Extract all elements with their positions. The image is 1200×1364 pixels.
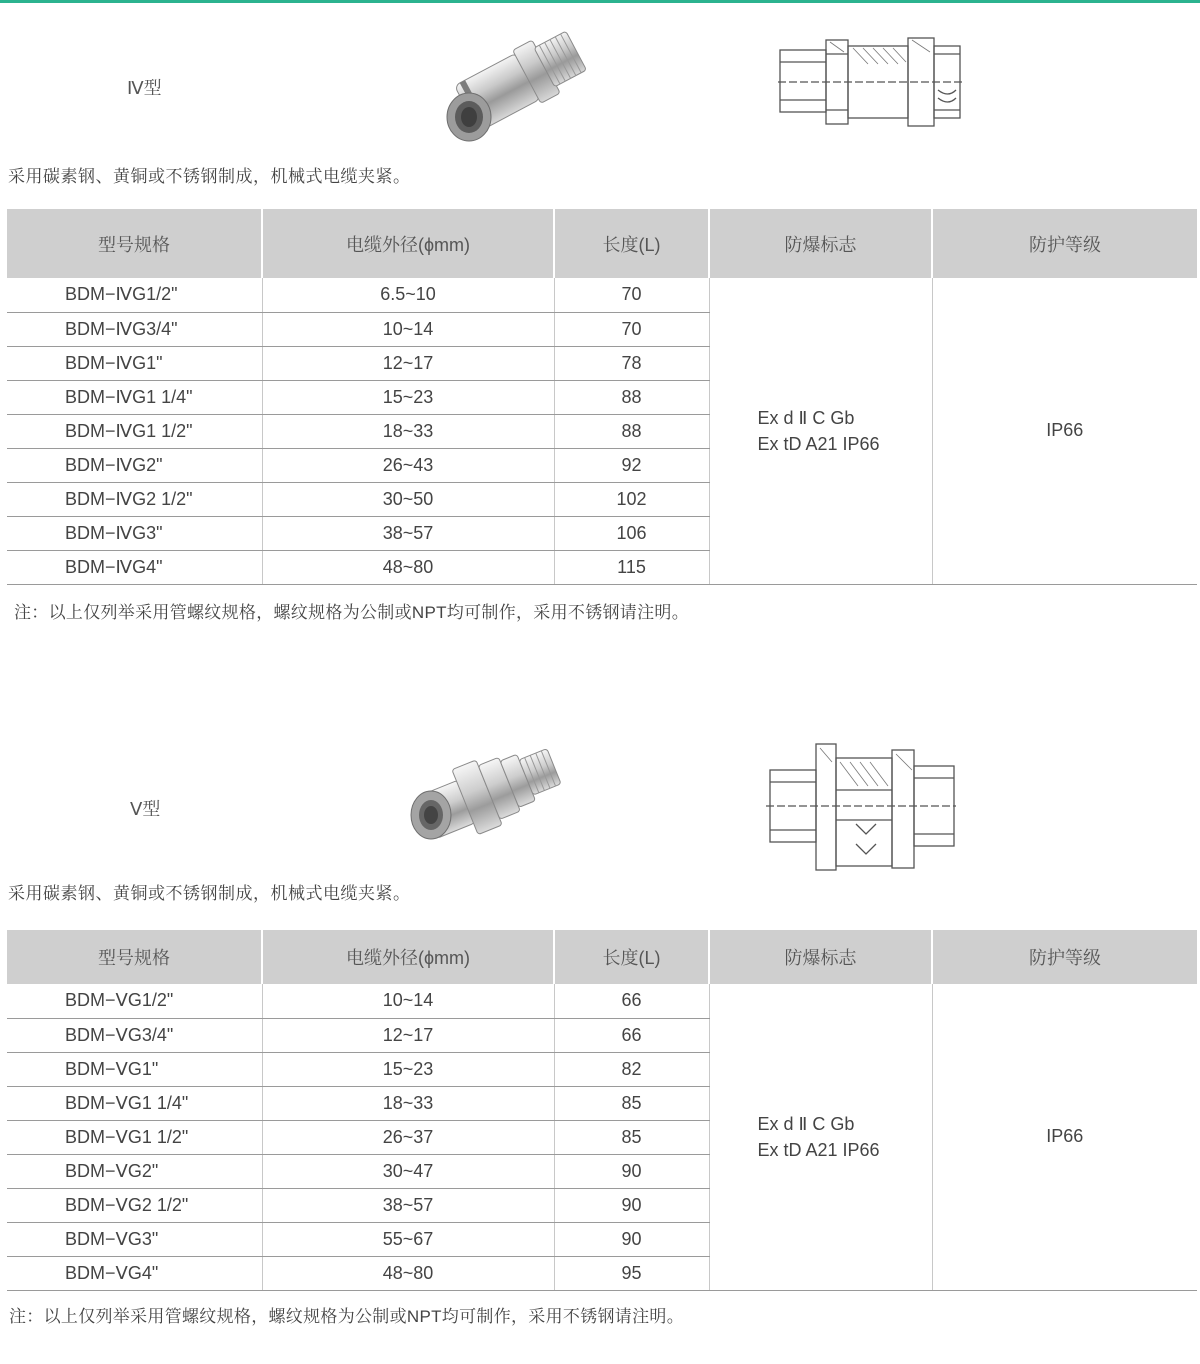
cell-length: 88	[554, 380, 709, 414]
cell-model: BDM−ⅣG2 1/2"	[7, 482, 262, 516]
table-row	[7, 984, 1197, 1018]
cell-cable-od: 38~57	[262, 516, 554, 550]
header-length: 长度(L)	[554, 930, 709, 984]
ex-marking-line-2: Ex tD A21 IP66	[757, 433, 880, 454]
cell-length: 85	[554, 1086, 709, 1120]
header-ip-rating: 防护等级	[932, 209, 1197, 278]
cell-cable-od: 55~67	[262, 1222, 554, 1256]
cell-length: 88	[554, 414, 709, 448]
table-header-row	[7, 930, 1197, 984]
cell-model: BDM−ⅣG4"	[7, 550, 262, 584]
cell-model: BDM−ⅣG3/4"	[7, 312, 262, 346]
cell-cable-od: 18~33	[262, 414, 554, 448]
cell-model: BDM−ⅣG1"	[7, 346, 262, 380]
cell-cable-od: 12~17	[262, 1018, 554, 1052]
note: 注：以上仅列举采用管螺纹规格，螺纹规格为公制或NPT均可制作，采用不锈钢请注明。	[9, 1307, 684, 1326]
cell-model: BDM−ⅤG1 1/4"	[7, 1086, 262, 1120]
cell-model: BDM−ⅤG2"	[7, 1154, 262, 1188]
cell-cable-od: 18~33	[262, 1086, 554, 1120]
table-header-row	[7, 209, 1197, 278]
cell-length: 70	[554, 312, 709, 346]
header-cable-od: 电缆外径(ϕmm)	[262, 930, 554, 984]
product-photo-v	[405, 735, 565, 850]
cell-cable-od: 48~80	[262, 1256, 554, 1290]
top-accent-rule	[0, 0, 1200, 3]
cell-model: BDM−ⅣG1 1/4"	[7, 380, 262, 414]
cell-cable-od: 12~17	[262, 346, 554, 380]
cell-length: 78	[554, 346, 709, 380]
cell-cable-od: 30~47	[262, 1154, 554, 1188]
product-photo-iv	[440, 22, 595, 142]
cell-cable-od: 26~37	[262, 1120, 554, 1154]
header-ex-marking: 防爆标志	[709, 930, 932, 984]
ex-marking-line-1: Ex d Ⅱ C Gb	[757, 1113, 855, 1134]
spec-table-iv	[7, 209, 1197, 585]
cell-cable-od: 38~57	[262, 1188, 554, 1222]
cell-model: BDM−ⅤG4"	[7, 1256, 262, 1290]
cell-cable-od: 15~23	[262, 1052, 554, 1086]
cell-length: 90	[554, 1222, 709, 1256]
ex-marking-line-1: Ex d Ⅱ C Gb	[757, 407, 855, 428]
cell-length: 92	[554, 448, 709, 482]
header-ex-marking: 防爆标志	[709, 209, 932, 278]
cell-length: 115	[554, 550, 709, 584]
cell-model: BDM−ⅣG1 1/2"	[7, 414, 262, 448]
header-length: 长度(L)	[554, 209, 709, 278]
cell-ip-rating: IP66	[932, 278, 1197, 584]
cell-model: BDM−ⅤG3"	[7, 1222, 262, 1256]
cell-length: 82	[554, 1052, 709, 1086]
cell-cable-od: 10~14	[262, 984, 554, 1018]
cell-length: 90	[554, 1188, 709, 1222]
cell-cable-od: 30~50	[262, 482, 554, 516]
technical-drawing-v	[766, 740, 958, 875]
spec-table-v	[7, 930, 1197, 1291]
cell-length: 66	[554, 984, 709, 1018]
cell-model: BDM−ⅤG1/2"	[7, 984, 262, 1018]
technical-drawing-iv	[778, 32, 963, 132]
cell-length: 66	[554, 1018, 709, 1052]
cell-ex-marking	[709, 278, 932, 584]
description: 采用碳素钢、黄铜或不锈钢制成，机械式电缆夹紧。	[8, 167, 411, 186]
description: 采用碳素钢、黄铜或不锈钢制成，机械式电缆夹紧。	[8, 884, 411, 903]
ex-marking-line-2: Ex tD A21 IP66	[757, 1139, 880, 1160]
table-row	[7, 278, 1197, 312]
cell-length: 85	[554, 1120, 709, 1154]
header-model: 型号规格	[7, 930, 262, 984]
cell-model: BDM−ⅣG3"	[7, 516, 262, 550]
cell-ex-marking	[709, 984, 932, 1290]
cell-cable-od: 10~14	[262, 312, 554, 346]
cell-length: 106	[554, 516, 709, 550]
cell-length: 70	[554, 278, 709, 312]
cell-cable-od: 48~80	[262, 550, 554, 584]
type-label: Ⅴ型	[130, 799, 161, 819]
type-label: Ⅳ型	[127, 78, 162, 98]
cell-model: BDM−ⅣG2"	[7, 448, 262, 482]
cell-cable-od: 15~23	[262, 380, 554, 414]
header-model: 型号规格	[7, 209, 262, 278]
cell-model: BDM−ⅤG1 1/2"	[7, 1120, 262, 1154]
header-ip-rating: 防护等级	[932, 930, 1197, 984]
cell-model: BDM−ⅤG1"	[7, 1052, 262, 1086]
cell-model: BDM−ⅣG1/2"	[7, 278, 262, 312]
header-cable-od: 电缆外径(ϕmm)	[262, 209, 554, 278]
cell-model: BDM−ⅤG2 1/2"	[7, 1188, 262, 1222]
cell-length: 90	[554, 1154, 709, 1188]
cell-cable-od: 26~43	[262, 448, 554, 482]
cell-cable-od: 6.5~10	[262, 278, 554, 312]
cell-model: BDM−ⅤG3/4"	[7, 1018, 262, 1052]
cell-ip-rating: IP66	[932, 984, 1197, 1290]
note: 注：以上仅列举采用管螺纹规格，螺纹规格为公制或NPT均可制作，采用不锈钢请注明。	[14, 603, 689, 622]
cell-length: 102	[554, 482, 709, 516]
cell-length: 95	[554, 1256, 709, 1290]
